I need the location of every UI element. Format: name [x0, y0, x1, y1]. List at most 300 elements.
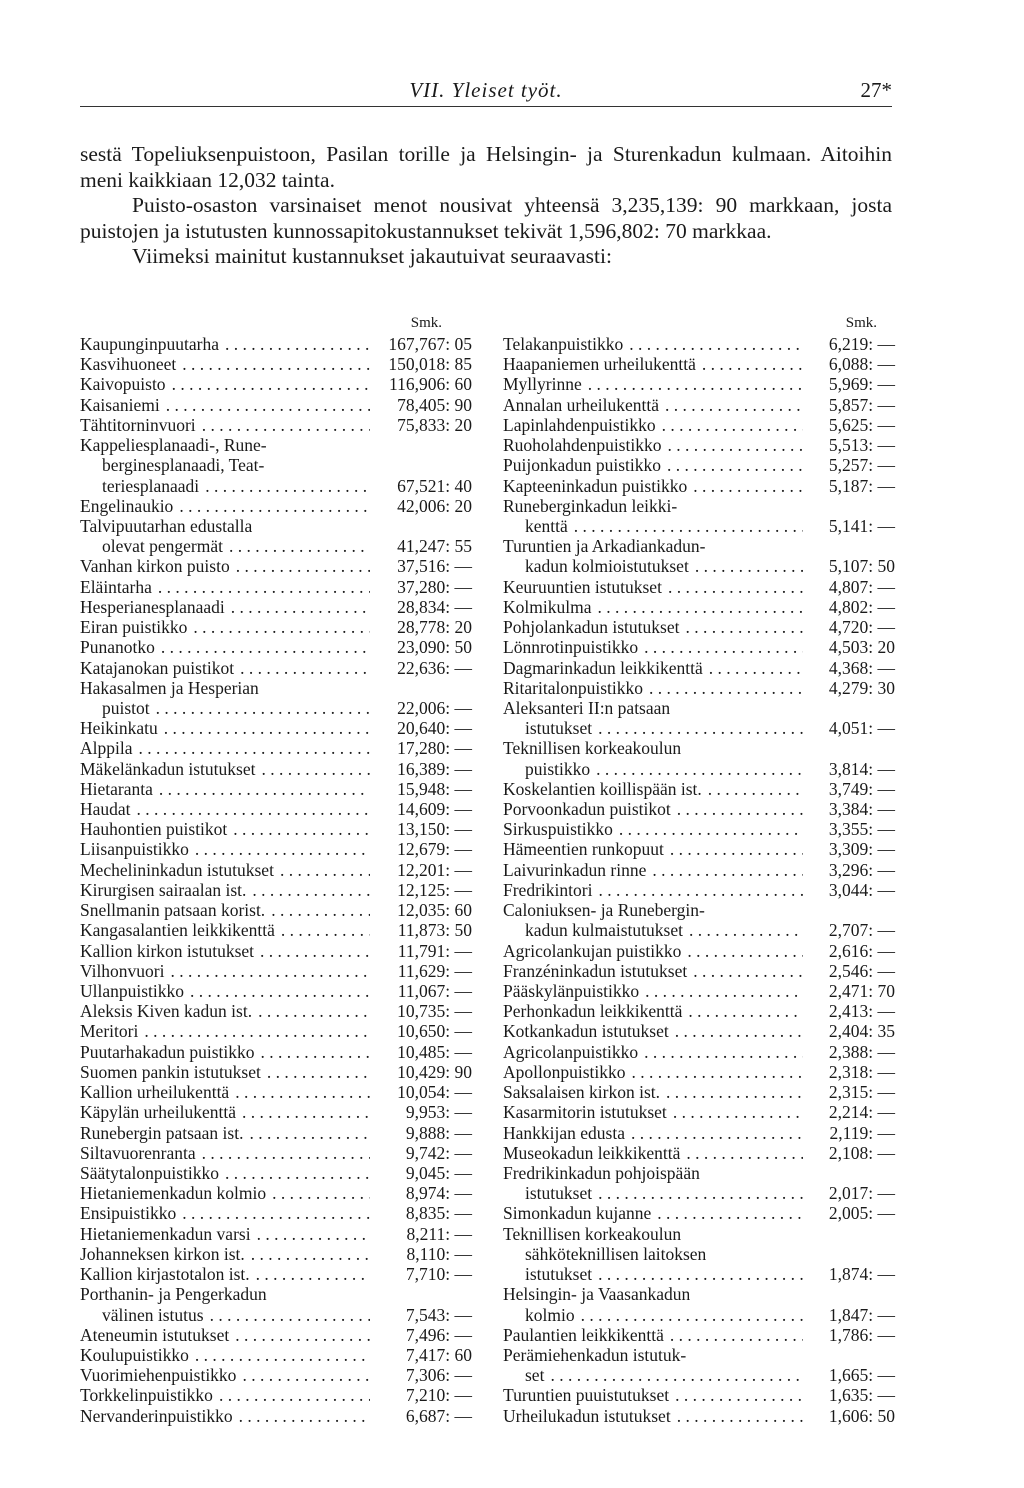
expense-item-label: Puijonkadun puistikko [503, 455, 661, 476]
expense-row [80, 880, 472, 900]
expense-row [80, 395, 472, 415]
expense-item-label: Vanhan kirkon puisto [80, 556, 230, 577]
expense-row [80, 577, 472, 597]
expense-amount: 2,404: 35 [803, 1021, 895, 1041]
expense-item-name [80, 577, 370, 597]
expense-item-label: Teknillisen korkeakoulun [503, 1223, 682, 1244]
expense-row [503, 1001, 895, 1021]
expense-item-label: Hankkijan edusta [503, 1122, 625, 1143]
expense-item-name [503, 941, 803, 961]
expense-item-name [503, 597, 803, 617]
expense-list-left [80, 313, 472, 1426]
expense-item-label: Kallion kirkon istutukset [80, 940, 255, 961]
expense-amount: 17,280: — [370, 738, 472, 758]
expense-item-label: Kapteeninkadun puistikko [503, 475, 688, 496]
expense-item-label: Mäkelänkadun istutukset [80, 758, 256, 779]
expense-item-name [80, 779, 370, 799]
expense-amount: 12,035: 60 [370, 900, 472, 920]
expense-row [503, 799, 895, 819]
expense-item-label: Nervanderinpuistikko [80, 1405, 233, 1426]
expense-row [80, 1345, 472, 1365]
expense-item-name [80, 334, 370, 354]
expense-item-name [503, 395, 803, 415]
expense-item-label: Sirkuspuistikko [503, 819, 613, 840]
page-number: 27* [860, 78, 892, 102]
expense-amount: 4,807: — [803, 577, 895, 597]
expense-amount: 37,280: — [370, 577, 472, 597]
expense-amount: 2,546: — [803, 961, 895, 981]
expense-amount: 3,309: — [803, 839, 895, 859]
expense-item-name [80, 395, 370, 415]
expense-row [503, 1244, 895, 1264]
expense-item-label: Tähtitorninvuori [80, 414, 196, 435]
expense-item-name [503, 617, 803, 637]
expense-item-name [503, 718, 803, 738]
expense-row [80, 1325, 472, 1345]
expense-row [80, 1244, 472, 1264]
expense-item-label: Kasvihuoneet [80, 354, 177, 375]
expense-row [503, 779, 895, 799]
expense-amount: 1,786: — [803, 1325, 895, 1345]
expense-item-name [80, 920, 370, 940]
expense-item-name [80, 536, 370, 556]
expense-item-label: Siltavuorenranta [80, 1142, 196, 1163]
expense-amount: 67,521: 40 [370, 476, 472, 496]
expense-row [80, 374, 472, 394]
expense-item-name [80, 819, 370, 839]
expense-item-label: Hakasalmen ja Hesperian [80, 677, 259, 698]
intro-paragraph-2: Puisto-osaston varsinaiset menot nousivat yhteensä 3,235,139: 90 markkaan, josta puistojen ja istutusten kunnossapitokustannukset tekivät 1,596,802: 70 markkaa. [80, 193, 892, 243]
expense-item-label: Kaupunginpuutarha [80, 334, 219, 354]
expense-amount: 7,306: — [370, 1365, 472, 1385]
expense-row [503, 981, 895, 1001]
expense-amount: 11,791: — [370, 941, 472, 961]
expense-rows-right [503, 334, 895, 1426]
expense-amount: 5,187: — [803, 476, 895, 496]
expense-row [503, 374, 895, 394]
expense-amount: 5,513: — [803, 435, 895, 455]
expense-row [80, 779, 472, 799]
expense-row [80, 860, 472, 880]
expense-row [503, 759, 895, 779]
expense-item-name [80, 354, 370, 374]
expense-row [80, 759, 472, 779]
expense-item-label: Kirurgisen sairaalan ist. [80, 879, 247, 900]
expense-row [503, 1143, 895, 1163]
expense-item-label: Engelinaukio [80, 495, 174, 516]
expense-row [503, 496, 895, 516]
expense-row [80, 819, 472, 839]
expense-item-name [503, 1264, 803, 1284]
expense-item-label: Haudat [80, 799, 131, 820]
expense-item-name [503, 759, 803, 779]
expense-item-name [80, 1224, 370, 1244]
expense-amount: 28,834: — [370, 597, 472, 617]
expense-item-name [80, 1102, 370, 1122]
expense-item-name [503, 981, 803, 1001]
expense-amount: 4,503: 20 [803, 637, 895, 657]
expense-item-label: Kaisaniemi [80, 394, 160, 415]
expense-item-name [503, 1385, 803, 1405]
expense-item-label: Kaivopuisto [80, 374, 166, 395]
expense-item-label: Keuruuntien istutukset [503, 576, 662, 597]
expense-row [503, 455, 895, 475]
expense-item-name [503, 455, 803, 475]
expense-row [503, 637, 895, 657]
expense-amount: 3,296: — [803, 860, 895, 880]
expense-amount: 1,665: — [803, 1365, 895, 1385]
expense-item-label: Puutarhakadun puistikko [80, 1041, 255, 1062]
expense-row [80, 1224, 472, 1244]
expense-item-name [80, 759, 370, 779]
expense-item-name [503, 435, 803, 455]
expense-item-label: Hietaniemenkadun varsi [80, 1223, 251, 1244]
expense-item-label: Laivurinkadun rinne [503, 859, 647, 880]
expense-row [503, 819, 895, 839]
expense-row [80, 597, 472, 617]
expense-item-name [80, 880, 370, 900]
expense-item-name [503, 698, 803, 718]
expense-row [503, 516, 895, 536]
expense-item-name [80, 597, 370, 617]
expense-item-name [80, 1325, 370, 1345]
expense-row [503, 698, 895, 718]
expense-item-label: Koskelantien koillispään ist. [503, 778, 702, 799]
expense-item-label: Teknillisen korkeakoulun [503, 738, 682, 759]
expense-amount: 3,355: — [803, 819, 895, 839]
expense-item-name [80, 637, 370, 657]
expense-amount: 2,388: — [803, 1042, 895, 1062]
expense-item-label: Punanotko [80, 637, 155, 658]
expense-item-name [80, 981, 370, 1001]
expense-item-label: Liisanpuistikko [80, 839, 189, 860]
expense-item-label: Runeberginkadun leikki- [503, 495, 678, 516]
expense-amount: 2,616: — [803, 941, 895, 961]
expense-item-name [80, 617, 370, 637]
expense-item-label: Telakanpuistikko [503, 334, 624, 354]
expense-item-label: kadun kulmaistutukset [525, 920, 683, 941]
expense-item-label: Fredrikinkadun pohjoispään [503, 1162, 700, 1183]
expense-amount: 12,201: — [370, 860, 472, 880]
expense-row [80, 799, 472, 819]
expense-row [80, 1143, 472, 1163]
expense-amount: 1,606: 50 [803, 1406, 895, 1426]
expense-item-label: istutukset [525, 1264, 593, 1285]
expense-item-name [503, 819, 803, 839]
expense-amount: 116,906: 60 [370, 374, 472, 394]
expense-item-label: Vilhonvuori [80, 960, 165, 981]
expense-amount: 11,067: — [370, 981, 472, 1001]
expense-row [503, 900, 895, 920]
expense-amount: 3,044: — [803, 880, 895, 900]
expense-item-label: Urheilukadun istutukset [503, 1405, 671, 1426]
expense-item-name [80, 961, 370, 981]
expense-row [80, 1082, 472, 1102]
expense-amount: 75,833: 20 [370, 415, 472, 435]
expense-item-label: Talvipuutarhan edustalla [80, 515, 253, 536]
expense-item-name [80, 476, 370, 496]
expense-item-name [80, 1264, 370, 1284]
expense-row [80, 1163, 472, 1183]
expense-item-name [503, 354, 803, 374]
expense-amount: 37,516: — [370, 556, 472, 576]
expense-amount: 7,710: — [370, 1264, 472, 1284]
expense-item-label: Ateneumin istutukset [80, 1324, 230, 1345]
expense-amount: 7,417: 60 [370, 1345, 472, 1365]
expense-row [503, 860, 895, 880]
expense-row [80, 1021, 472, 1041]
expense-amount: 10,429: 90 [370, 1062, 472, 1082]
expense-amount: 5,141: — [803, 516, 895, 536]
expense-item-label: Museokadun leikkikenttä [503, 1142, 681, 1163]
expense-row [80, 637, 472, 657]
expense-item-label: Kallion kirjastotalon ist. [80, 1264, 250, 1285]
expense-row [503, 1102, 895, 1122]
expense-amount: 23,090: 50 [370, 637, 472, 657]
expense-item-label: Vuorimiehenpuistikko [80, 1365, 237, 1386]
expense-item-name [80, 860, 370, 880]
expense-item-name [80, 1123, 370, 1143]
expense-item-name [80, 374, 370, 394]
expense-item-label: kenttä [525, 515, 568, 536]
expense-item-name [80, 658, 370, 678]
expense-item-label: Ritaritalonpuistikko [503, 677, 643, 698]
expense-item-label: Koulupuistikko [80, 1344, 189, 1365]
expense-row [503, 678, 895, 698]
expense-row [80, 1264, 472, 1284]
expense-item-label: Säätytalonpuistikko [80, 1162, 220, 1183]
intro-paragraph-3: Viimeksi mainitut kustannukset jakautuivat seuraavasti: [132, 244, 612, 268]
expense-item-name [503, 637, 803, 657]
expense-item-name [503, 1163, 803, 1183]
expense-amount: 20,640: — [370, 718, 472, 738]
expense-item-label: Kallion urheilukenttä [80, 1082, 230, 1103]
expense-item-label: Ullanpuistikko [80, 981, 185, 1001]
expense-amount: 2,707: — [803, 920, 895, 940]
expense-item-label: Turuntien ja Arkadiankadun- [503, 536, 706, 557]
expense-rows-left [80, 334, 472, 1426]
expense-item-label: Perhonkadun leikkikenttä [503, 1001, 683, 1022]
expense-item-name [80, 1365, 370, 1385]
expense-amount: 22,636: — [370, 658, 472, 678]
expense-amount: 167,767: 05 [370, 334, 472, 354]
expense-row [80, 334, 472, 354]
expense-item-name [503, 1042, 803, 1062]
expense-row [80, 1406, 472, 1426]
expense-row [80, 455, 472, 475]
expense-row [80, 900, 472, 920]
expense-item-name [503, 1406, 803, 1426]
expense-row [503, 395, 895, 415]
expense-amount: 5,107: 50 [803, 556, 895, 576]
expense-item-name [80, 496, 370, 516]
expense-amount: 22,006: — [370, 698, 472, 718]
expense-item-label: Hesperianesplanaadi [80, 596, 225, 617]
expense-amount: 6,219: — [803, 334, 895, 354]
expense-row [503, 1406, 895, 1426]
expense-item-name [503, 1325, 803, 1345]
expense-amount: 2,108: — [803, 1143, 895, 1163]
expense-row [80, 1365, 472, 1385]
expense-row [503, 880, 895, 900]
expense-item-name [80, 1082, 370, 1102]
expense-item-name [503, 1365, 803, 1385]
expense-row [80, 617, 472, 637]
currency-header-left: Smk. [410, 315, 442, 331]
expense-item-name [503, 900, 803, 920]
expense-item-label: Myllyrinne [503, 374, 582, 395]
expense-item-label: Katajanokan puistikot [80, 657, 235, 678]
expense-amount: 11,873: 50 [370, 920, 472, 940]
expense-amount: 8,974: — [370, 1183, 472, 1203]
expense-amount: 12,125: — [370, 880, 472, 900]
expense-amount: 4,720: — [803, 617, 895, 637]
expense-row [80, 496, 472, 516]
expense-amount: 4,368: — [803, 658, 895, 678]
expense-item-label: Fredrikintori [503, 879, 593, 900]
expense-item-label: Haapaniemen urheilukenttä [503, 354, 696, 375]
expense-amount: 6,088: — [803, 354, 895, 374]
expense-amount: 1,635: — [803, 1385, 895, 1405]
expense-item-name [80, 1305, 370, 1325]
expense-item-name [80, 1406, 370, 1426]
expense-row [80, 435, 472, 455]
expense-item-name [80, 1042, 370, 1062]
expense-item-label: set [525, 1365, 545, 1386]
expense-amount: 4,802: — [803, 597, 895, 617]
expense-item-label: Porvoonkadun puistikot [503, 799, 671, 820]
expense-amount: 4,279: 30 [803, 678, 895, 698]
expense-item-label: Kotkankadun istutukset [503, 1021, 669, 1042]
currency-header-right: Smk. [845, 315, 877, 331]
expense-row [503, 476, 895, 496]
expense-item-label: Pääskylänpuistikko [503, 981, 640, 1001]
expense-item-label: istutukset [525, 718, 593, 739]
expense-row [80, 981, 472, 1001]
expense-item-label: Agricolanpuistikko [503, 1041, 639, 1062]
expense-item-label: Caloniuksen- ja Runebergin- [503, 900, 705, 921]
expense-row [503, 617, 895, 637]
expense-item-name [80, 718, 370, 738]
expense-item-name [503, 496, 803, 516]
expense-item-name [503, 556, 803, 576]
expense-item-label: Suomen pankin istutukset [80, 1061, 261, 1082]
expense-item-name [503, 1143, 803, 1163]
expense-amount: 7,496: — [370, 1325, 472, 1345]
page-header [80, 78, 892, 108]
expense-item-label: Mechelininkadun istutukset [80, 859, 274, 880]
expense-item-name [503, 1183, 803, 1203]
expense-item-name [80, 516, 370, 536]
expense-item-label: Hietaniemenkadun kolmio [80, 1183, 267, 1204]
expense-item-name [503, 1082, 803, 1102]
expense-item-name [503, 1062, 803, 1082]
expense-item-name [80, 1385, 370, 1405]
expense-row [503, 435, 895, 455]
expense-amount: 9,742: — [370, 1143, 472, 1163]
expense-row [503, 1021, 895, 1041]
expense-row [80, 1183, 472, 1203]
expense-item-label: Meritori [80, 1021, 139, 1042]
expense-item-label: Turuntien puuistutukset [503, 1385, 670, 1406]
expense-item-label: Agricolankujan puistikko [503, 940, 682, 961]
expense-amount: 14,609: — [370, 799, 472, 819]
expense-row [80, 961, 472, 981]
expense-item-label: Helsingin- ja Vaasankadun [503, 1284, 691, 1305]
expense-item-label: Hämeentien runkopuut [503, 839, 664, 860]
expense-item-label: kolmio [525, 1304, 575, 1325]
expense-item-label: Simonkadun kujanne [503, 1203, 652, 1224]
expense-amount: 2,413: — [803, 1001, 895, 1021]
expense-amount: 4,051: — [803, 718, 895, 738]
expense-row [80, 1203, 472, 1223]
expense-item-name [503, 516, 803, 536]
expense-amount: 5,625: — [803, 415, 895, 435]
expense-row [503, 1183, 895, 1203]
expense-amount: 8,835: — [370, 1203, 472, 1223]
expense-item-label: välinen istutus [102, 1304, 204, 1325]
expense-row [80, 698, 472, 718]
expense-item-name [503, 536, 803, 556]
expense-row [80, 1062, 472, 1082]
expense-amount: 9,045: — [370, 1163, 472, 1183]
expense-amount: 12,679: — [370, 839, 472, 859]
expense-item-name [503, 1021, 803, 1041]
expense-row [503, 1042, 895, 1062]
expense-item-name [80, 1284, 370, 1304]
expense-item-name [503, 415, 803, 435]
expense-item-label: sähköteknillisen laitoksen [525, 1243, 707, 1264]
expense-row [503, 738, 895, 758]
expense-row [503, 941, 895, 961]
expense-item-label: Runebergin patsaan ist. [80, 1122, 244, 1143]
expense-amount: 42,006: 20 [370, 496, 472, 516]
expense-item-label: Annalan urheilukenttä [503, 394, 659, 415]
expense-item-label: Snellmanin patsaan korist. [80, 900, 266, 921]
expense-item-label: kadun kolmioistutukset [525, 556, 689, 577]
expense-row [80, 658, 472, 678]
expense-row [80, 920, 472, 940]
expense-item-name [503, 658, 803, 678]
expense-item-label: Aleksanteri II:n patsaan [503, 697, 671, 718]
expense-row [503, 1325, 895, 1345]
expense-item-label: Kasarmitorin istutukset [503, 1102, 667, 1123]
expense-amount: 16,389: — [370, 759, 472, 779]
expense-list-right [503, 313, 895, 1426]
expense-item-name [80, 941, 370, 961]
expense-row [503, 415, 895, 435]
expense-row [80, 354, 472, 374]
expense-item-label: Eläintarha [80, 576, 152, 597]
expense-row [80, 1123, 472, 1143]
expense-item-label: Käpylän urheilukenttä [80, 1102, 236, 1123]
expense-item-label: Perämiehenkadun istutuk- [503, 1344, 687, 1365]
expense-amount: 11,629: — [370, 961, 472, 981]
expense-item-name [503, 839, 803, 859]
expense-item-name [503, 920, 803, 940]
expense-item-name [80, 1001, 370, 1021]
expense-item-label: Hauhontien puistikot [80, 819, 228, 840]
expense-amount: 1,874: — [803, 1264, 895, 1284]
expense-item-name [503, 476, 803, 496]
expense-row [503, 658, 895, 678]
expense-row [503, 839, 895, 859]
expense-item-name [503, 880, 803, 900]
expense-row [80, 1042, 472, 1062]
expense-amount: 7,210: — [370, 1385, 472, 1405]
expense-item-name [80, 678, 370, 698]
expense-amount: 8,211: — [370, 1224, 472, 1244]
